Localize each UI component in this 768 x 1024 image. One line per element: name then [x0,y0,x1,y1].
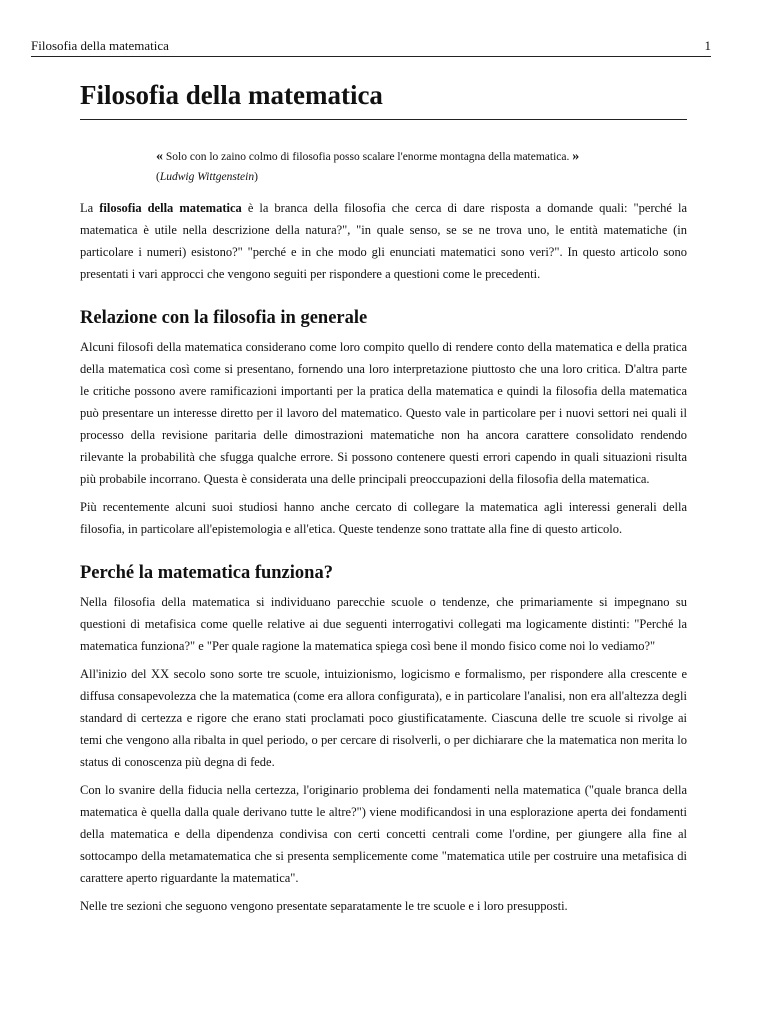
running-header-title: Filosofia della matematica [31,38,169,53]
page-number: 1 [704,38,711,53]
epigraph [156,147,687,187]
paragraph: Alcuni filosofi della matematica considerano come loro compito quello di rendere conto della matematica e della pratica della matematica così come si presentano, fornendo una loro interpretazione piuttosto che una loro critica. D'altra parte le critiche possono avere ramificazioni importanti per la pratica della matematica e quindi la filosofia della matematica può presentare un interesse diretto per il lavoro del matematico. Questo vale in particolare per i nuovi settori nei quali il processo della revisione paritaria delle dimostrazioni matematiche non ha ancora carattere consolidato rendendo rilevante la probabilità che sfugga qualche errore. Si possono contenere questi errori capendo in quali situazioni risulta più probabile incorrano. Questa è considerata una delle principali preoccupazioni della filosofia della matematica. [80,340,687,486]
section-heading-perche: Perché la matematica funziona? [80,563,333,583]
intro-text: è la branca della filosofia che cerca di dare risposta a domande quali: "perché la matematica è utile nella descrizione della natura?", "in quale senso, se se ne trova uno, le entità matematiche (in particolare i numeri) esistono?" "perché e in che modo gli enunciati matematici sono veri?". In questo articolo sono presentati i vari approcci che vengono seguiti per rispondere a questioni come le precedenti. [80,201,688,281]
open-quote-mark: « [156,149,163,164]
intro-paragraph [80,197,687,285]
epigraph-quote [156,147,687,167]
epigraph-attribution [156,167,687,187]
intro-prefix: La [80,201,100,215]
intro-term: filosofia della matematica [99,201,242,215]
paragraph: Con lo svanire della fiducia nella certezza, l'originario problema dei fondamenti nella matematica ("quale branca della matematica è quella dalla quale derivano tutte le altre?") viene modificandosi in una esplorazione aperta dei fondamenti della matematica e della dipendenza condivisa con certi concetti centrali come l'ordine, per giungere alla fine al sottocampo della metamatematica che si presenta semplicemente come "matematica utile per costruire una metafisica di carattere aperto riguardante la matematica". [80,783,687,885]
attribution-close-paren: ) [254,171,258,183]
paragraph: Nelle tre sezioni che seguono vengono presentate separatamente le tre scuole e i loro presupposti. [80,899,568,913]
epigraph-text: Solo con lo zaino colmo di filosofia posso scalare l'enorme montagna della matematica. [165,151,570,163]
paragraph: Nella filosofia della matematica si individuano parecchie scuole o tendenze, che primariamente si impegnano su questioni di metafisica come quelle relative ai due seguenti interrogativi collegati ma logicamente distinti: "Perché la matematica funziona?" e "Per quale ragione la matematica spiega così bene il mondo fisico come noi lo vediamo?" [80,595,687,653]
paragraph: Più recentemente alcuni suoi studiosi hanno anche cercato di collegare la matematica agli interessi generali della filosofia, in particolare all'epistemologia e all'etica. Queste tendenze sono trattate alla fine di questo articolo. [80,500,687,536]
attribution-open-paren: ( [156,171,160,183]
article-title: Filosofia della matematica [80,78,687,120]
close-quote-mark: » [572,149,580,164]
section-heading-relazione: Relazione con la filosofia in generale [80,308,368,328]
epigraph-author: Ludwig Wittgenstein [159,171,255,183]
article-content [80,78,687,917]
paragraph: All'inizio del XX secolo sono sorte tre scuole, intuizionismo, logicismo e formalismo, per rispondere alla crescente e diffusa consapevolezza che la matematica (come era allora configurata), e in particolare l'analisi, non era all'altezza degli standard di certezza e rigore che erano stati proclamati poco giustificatamente. Ciascuna delle tre scuole si rivolge ai temi che vengono alla ribalta in quel periodo, o per cercare di risolverli, o per dichiarare che la matematica non merita lo status di conoscenza più degna di fede. [80,667,687,769]
running-header [31,38,711,57]
